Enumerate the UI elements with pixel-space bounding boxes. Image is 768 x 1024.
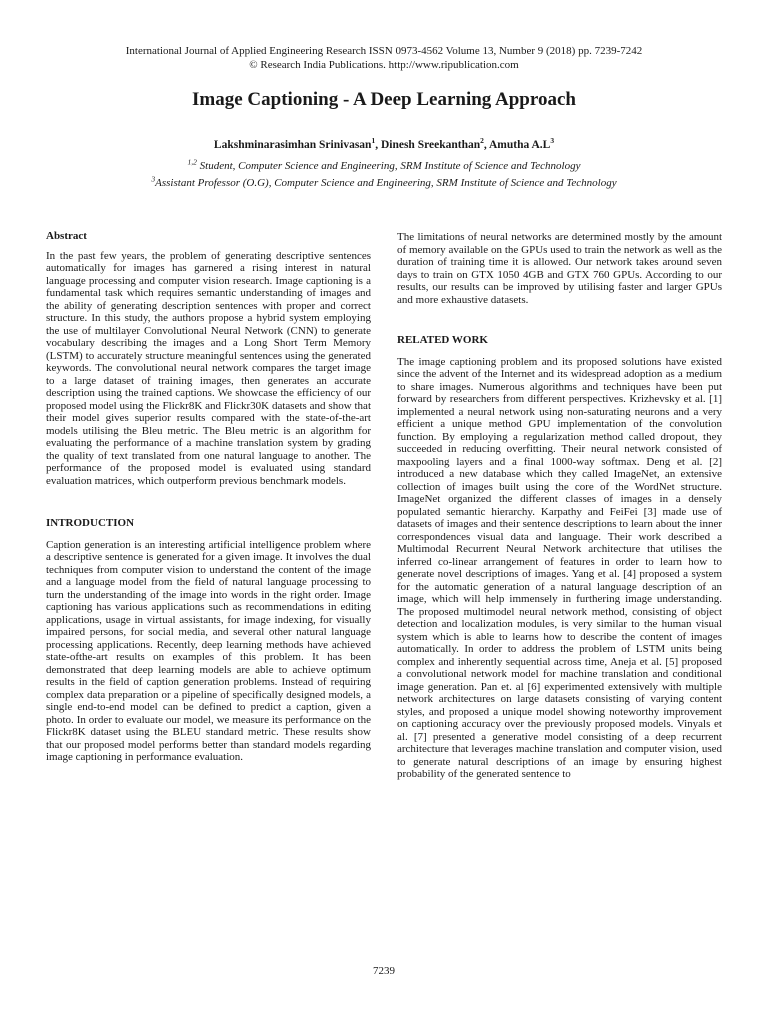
section-spacer: [46, 487, 371, 517]
affiliation-2-text: Assistant Professor (O.G), Computer Science and Engineering, SRM Institute of Science and Technology: [155, 177, 617, 189]
related-work-heading: RELATED WORK: [397, 334, 488, 346]
journal-citation-line: International Journal of Applied Engineering Research ISSN 0973-4562 Volume 13, Number 9 (2018) pp. 7239-7242: [125, 45, 643, 57]
publisher-line: © Research India Publications. http://www.ripublication.com: [249, 59, 519, 71]
paper-title: Image Captioning - A Deep Learning Approach: [192, 89, 576, 110]
abstract-paragraph: In the past few years, the problem of generating descriptive sentences automatically for images has garnered a rising interest in natural language processing and computer vision research. Image captioning is a fundamental task which requires semantic understanding of images and the ability of generating description sentences with proper and correct structure. In this study, the authors propose a hybrid system employing the use of multilayer Convolutional Neural Network (CNN) to generate vocabulary describing the images and a Long Short Term Memory (LSTM) to accurately structure meaningful sentences using the generated keywords. The convolutional neural network compares the target image to a large dataset of training images, then generates an accurate description using the trained captions. We showcase the efficiency of our proposed model using the Flickr8K and Flickr30K datasets and show that their model gives superior results compared with the state-of-the-art models utilising the Bleu metric. The Bleu metric is an algorithm for evaluating the performance of a machine translation system by grading the quality of text translated from one natural language to another. The performance of the proposed model is evaluated using standard evaluation matrices, which outperform previous benchmark models.: [46, 249, 371, 487]
affiliation-1-sup: 1,2: [187, 157, 197, 167]
limitations-paragraph: The limitations of neural networks are determined mostly by the amount of memory available on the GPUs used to train the network as well as the duration of training time it is allowed. Our network takes around seven days to train on GTX 1050 4GB and GTX 760 GPUs. According to our results, our results can be improved by utilising faster and larger GPUs and more exhaustive datasets.: [397, 231, 722, 306]
related-work-paragraph: The image captioning problem and its proposed solutions have existed since the advent of the Internet and its widespread adoption as a medium to share images. Numerous algorithms and techniques have been put forward by researchers from different perspectives. Krizhevsky et al. [1] implemented a neural network using non-saturating neurons and a very efficient a unique method GPU implementation of the convolution function. By employing a regularization method called dropout, they succeeded in reducing overfitting. Their neural network consisted of maxpooling layers and a final 1000-way softmax. Deng et al. [2] introduced a new database which they called ImageNet, an extensive collection of images built using the core of the WordNet structure. ImageNet organized the different classes of images in a densely populated semantic hierarchy. Karpathy and FeiFei [3] made use of datasets of images and their sentence descriptions to learn about the inner correspondences visual data and language. Their work described a Multimodal Recurrent Neural Network architecture that utilises the inferred co-linear arrangement of features in order to learn how to generate novel descriptions of images. Yang et al. [4] proposed a system for the automatic generation of a natural language description of an image, which will help immensely in furthering image understanding. The proposed multimodel neural network method, consisting of object detection and localization modules, is very similar to the human visual system which is able to learns how to describe the content of images automatically. In order to address the problem of LSTM units being complex and inherently sequential across time, Aneja et al. [5] proposed a convolutional network model for machine translation and conditional image generation. Pan et. al [6] experimented extensively with multiple network architectures on large datasets consisting of varying content styles, and proposed a unique model showing noteworthy improvement on captioning accuracy over the previously proposed models. Vinyals et al. [7] presented a generative model consisting of a deep recurrent architecture that leverages machine translation and computer vision, used to generate natural descriptions of an image by ensuring highest probability of the generated sentence to: [397, 355, 722, 780]
affiliation-2-sup: 3: [151, 174, 156, 184]
introduction-heading: INTRODUCTION: [46, 517, 135, 529]
author-3-name: , Amutha A.L: [483, 139, 551, 151]
affiliation-1-text: Student, Computer Science and Engineering, SRM Institute of Science and Technology: [196, 160, 581, 172]
affiliation-1: [0, 159, 768, 173]
author-2-name: , Dinesh Sreekanthan: [375, 139, 481, 151]
introduction-paragraph: Caption generation is an interesting artificial intelligence problem where a descriptive sentence is generated for a given image. It involves the dual techniques from computer vision to understand the content of the image and a language model from the field of natural language processing to turn the understanding of the image into words in the right order. Image captioning has various applications such as recommendations in editing applications, usage in virtual assistants, for image indexing, for visually impaired persons, for social media, and several other natural language processing applications. Recently, deep learning methods have achieved state-ofthe-art results on examples of this problem. It has been demonstrated that deep learning models are able to achieve optimum results in the field of caption generation problems. Instead of requiring complex data preparation or a pipeline of specifically designed models, a single end-to-end model can be defined to predict a caption, given a photo. In order to evaluate our model, we measure its performance on the Flickr8K dataset using the BLEU standard metric. These results show that our proposed model performs better than standard models regarding image captioning in performance evaluation.: [46, 538, 371, 763]
author-1-name: Lakshminarasimhan Srinivasan: [213, 139, 372, 151]
affiliation-2: [0, 176, 768, 190]
author-3-sup: 3: [550, 136, 555, 146]
left-column: [46, 230, 371, 764]
journal-header: [0, 44, 768, 72]
abstract-heading: Abstract: [46, 230, 87, 242]
author-2-sup: 2: [480, 136, 484, 146]
section-spacer: [397, 306, 722, 334]
author-1-sup: 1: [371, 136, 376, 146]
page-number: 7239: [373, 965, 395, 977]
right-column: [397, 231, 722, 781]
author-list: [0, 138, 768, 152]
